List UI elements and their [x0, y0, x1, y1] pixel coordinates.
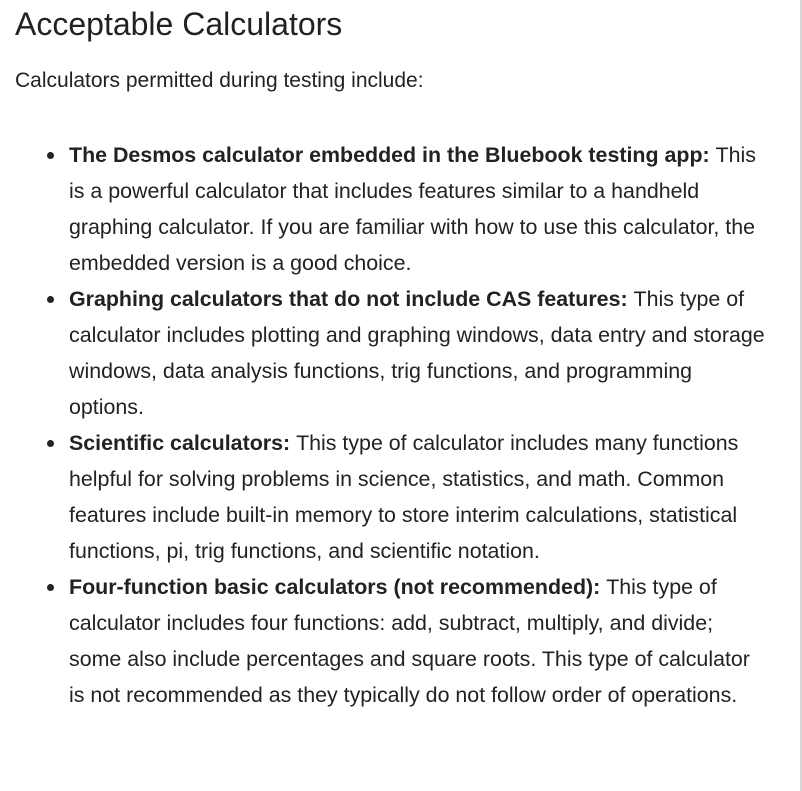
page-title: Acceptable Calculators [15, 6, 343, 42]
list-item-scientific [0, 425, 770, 569]
list-item-term: Graphing calculators that do not include CAS features: [69, 287, 634, 311]
list-item-term: Scientific calculators: [69, 431, 297, 455]
calculator-list [0, 137, 770, 713]
bullet-icon [47, 152, 54, 159]
bullet-icon [47, 296, 54, 303]
list-item-desmos [0, 137, 770, 281]
list-item-description: This type of calculator includes four functions: add, subtract, multiply, and divide; some also include percentages and square roots. This type of calculator is not recommended as they typically do not follow order of operations. [69, 575, 750, 707]
bullet-icon [47, 440, 54, 447]
list-item-term: Four-function basic calculators (not recommended): [69, 575, 607, 599]
list-item-description: This is a powerful calculator that includes features similar to a handheld graphing calculator. If you are familiar with how to use this calculator, the embedded version is a good choice. [69, 143, 756, 275]
list-item-description: This type of calculator includes many functions helpful for solving problems in science, statistics, and math. Common features include built-in memory to store interim calculations, statistical functions, pi, trig functions, and scientific notation. [69, 431, 739, 563]
bullet-icon [47, 584, 54, 591]
list-item-four-function [0, 569, 770, 713]
list-item-graphing [0, 281, 770, 425]
list-item-term: The Desmos calculator embedded in the Bluebook testing app: [69, 143, 716, 167]
intro-paragraph: Calculators permitted during testing include: [15, 69, 424, 92]
list-item-description: This type of calculator includes plotting and graphing windows, data entry and storage windows, data analysis functions, trig functions, and programming options. [69, 287, 765, 419]
